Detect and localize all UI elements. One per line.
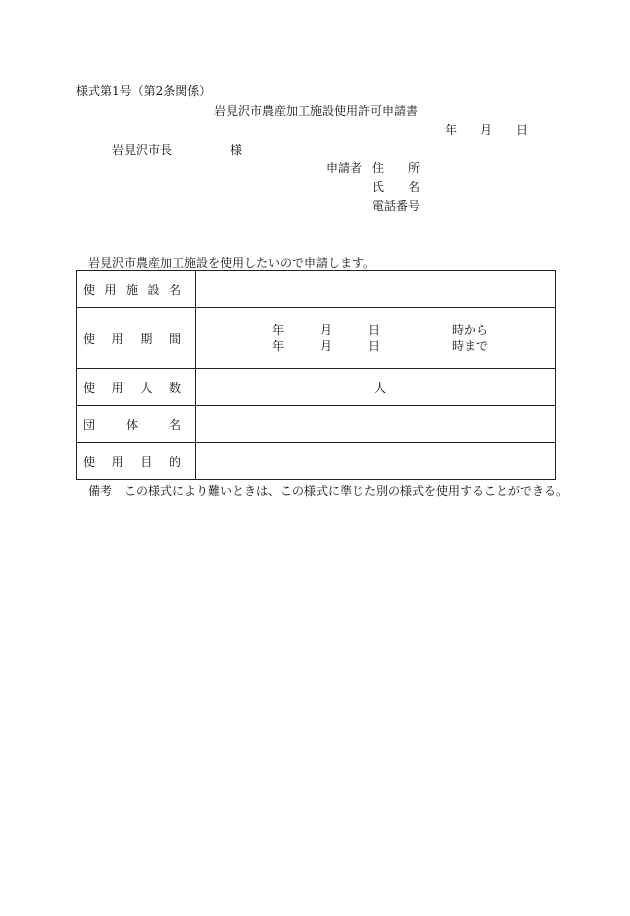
period-to-day: 日 [368, 339, 381, 353]
row-group [77, 406, 556, 443]
addressee-name: 岩見沢市長 [112, 143, 173, 157]
facility-label-char: 名 [168, 282, 181, 297]
phone-label: 電話番号 [372, 199, 421, 213]
date-month-label: 月 [480, 123, 493, 137]
period-from-year: 年 [272, 323, 285, 337]
purpose-label-char: 的 [168, 454, 181, 469]
purpose-value-field[interactable] [196, 443, 556, 480]
people-label-char: 用 [111, 380, 124, 395]
row-period [77, 308, 556, 369]
purpose-label-char: 目 [140, 454, 153, 469]
date-year-label: 年 [445, 123, 458, 137]
row-people [77, 369, 556, 406]
facility-value-field[interactable] [196, 271, 556, 308]
period-label-char: 用 [111, 331, 124, 346]
group-label-char: 体 [125, 417, 138, 432]
facility-label-char: 用 [104, 282, 117, 297]
name-label-char-1: 氏 [372, 180, 385, 194]
row-facility [77, 271, 556, 308]
name-label-char-2: 名 [408, 180, 421, 194]
group-label-char: 団 [83, 417, 96, 432]
facility-label-char: 施 [125, 282, 138, 297]
purpose-label-char: 用 [111, 454, 124, 469]
addressee-honorific: 様 [230, 143, 243, 157]
period-from-day: 日 [368, 323, 381, 337]
facility-label-char: 使 [83, 282, 96, 297]
period-to-year: 年 [272, 339, 285, 353]
people-label-char: 人 [140, 380, 153, 395]
period-from-month: 月 [320, 323, 333, 337]
purpose-label-char: 使 [83, 454, 96, 469]
intro-text: 岩見沢市農産加工施設を使用したいので申請します。 [88, 256, 376, 270]
row-purpose [77, 443, 556, 480]
group-label-char: 名 [168, 417, 181, 432]
application-table [76, 270, 556, 480]
group-label [77, 406, 196, 443]
period-label-char: 使 [83, 331, 96, 346]
page-title: 岩見沢市農産加工施設使用許可申請書 [214, 104, 419, 118]
purpose-label [77, 443, 196, 480]
applicant-label: 申請者 [326, 161, 363, 175]
date-day-label: 日 [516, 123, 529, 137]
period-to-time: 時まで [452, 339, 489, 353]
form-number: 様式第1号（第2条関係） [76, 84, 212, 98]
people-value-field[interactable] [196, 369, 556, 406]
period-to-month: 月 [320, 339, 333, 353]
period-label-char: 期 [140, 331, 153, 346]
people-label-char: 数 [168, 380, 181, 395]
period-label-char: 間 [168, 331, 181, 346]
address-label-char-2: 所 [408, 161, 421, 175]
people-label [77, 369, 196, 406]
period-from-time: 時から [452, 323, 489, 337]
group-value-field[interactable] [196, 406, 556, 443]
period-value-field[interactable] [196, 308, 556, 369]
facility-label-char: 設 [147, 282, 160, 297]
period-label [77, 308, 196, 369]
people-unit: 人 [374, 380, 387, 395]
people-label-char: 使 [83, 380, 96, 395]
address-label-char-1: 住 [372, 161, 385, 175]
facility-label [77, 271, 196, 308]
note-text: 備考 この様式により難いときは、この様式に準じた別の様式を使用することができる。 [88, 484, 569, 498]
